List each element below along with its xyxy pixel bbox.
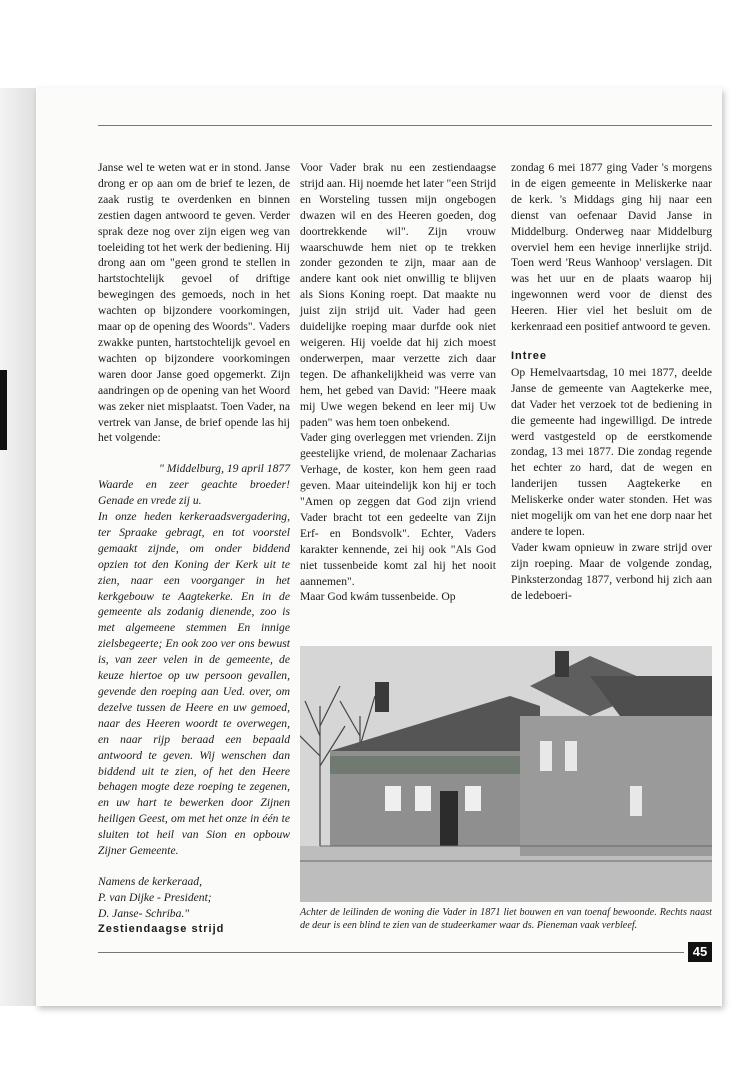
letter-signoff-3: D. Janse- Schriba." [98, 906, 190, 920]
letter-signoff-2: P. van Dijke - President; [98, 890, 212, 904]
bottom-rule [98, 952, 684, 953]
photo-caption: Achter de leilinden de woning die Vader in 1871 liet bouwen en van toenaf bewoonde. Rechts naast de deur is een blind te zien van de studeerkamer waar ds. Pieneman vaak verbleef. [300, 907, 712, 931]
page-number: 45 [688, 942, 712, 962]
section-heading-zestiendaagse: Zestiendaagse strijd [98, 922, 225, 935]
letter-dateline: " Middelburg, 19 april 1877 [158, 462, 290, 476]
middle-paragraph-3: Maar God kwám tussenbeide. Op [300, 590, 456, 604]
left-column [98, 160, 290, 938]
left-intro-paragraph: Janse wel te weten wat er in stond. Janse drong er op aan om de brief te lezen, de zaak rustig te overdenken en binnen zestien dagen antwoord te geven. Verder sprak deze nog over zijn eigen weg van toeleiding tot het werk der bediening. Hij drong aan om "geen grond te stellen in hartstochtelijk gevoel of driftige bewegingen des gemoeds, noch in het wachten op bijzondere voorkomingen, maar op de opening des Woords". Vaders zwakke punten, hartstochtelijk gevoel en wachten op bijzondere voorkomingen waren door Janse goed opgemerkt. Zijn aandringen op de opening van het Woord was zeker niet misplaatst. Toen Vader, na vertrek van Janse, de brief opende las hij het volgende: [98, 161, 290, 445]
book-binding [0, 88, 36, 1006]
house-photo [300, 646, 712, 902]
middle-paragraph-1: Voor Vader brak nu een zestiendaagse strijd aan. Hij noemde het later "een Strijd en Worsteling tussen mijn ongebogen dwazen wil en des Heeren goeden, dog doortrekkende wil". Zijn vrouw waarschuwde hem niet op te trekken zonder gezonden te zijn, maar aan de andere kant ook niet onwillig te blijven als Sions Koning roept. Dat maakte nu juist zijn strijd uit. Vader had geen duidelijke roeping maar durfde ook niet weigeren. Hij voelde dat hij zich moest onderwerpen, maar verzette zich daar tegen. De afhankelijkheid was verre van hem, het gebed van David: "Heere maak mij Uwe wegen bekend en leer mij Uw paden" was hem toen onbekend. [300, 161, 496, 429]
letter-salutation: Waarde en zeer geachte broeder! Genade en vrede zij u. [98, 478, 290, 508]
right-paragraph-1: zondag 6 mei 1877 ging Vader 's morgens in de eigen gemeente in Meliskerke naar de kerk. 's Middags ging hij naar een dienst van oefenaar David Janse in Middelburg. Onderweg naar Middelburg overviel hem een hevige innerlijke strijd. Toen werd 'Reus Wanhoop' verslagen. Dit was het uur en de plaats waarop hij ingewonnen werd voor de dienst des Heeren. Hier viel het besluit om de kerkenraad een positief antwoord te geven. [511, 161, 712, 334]
binding-marker [0, 370, 7, 450]
house-illustration [300, 646, 712, 902]
top-rule [98, 125, 712, 126]
middle-paragraph-2: Vader ging overleggen met vrienden. Zijn geestelijke vriend, de molenaar Zacharias Verhage, de koster, kon hem geen raad geven. Maar uiteindelijk kon hij er toch "Amen op zeggen dat God zijn vriend Vader bracht tot een gedeelte van Zijn Erf- en Bondsvolk". Echter, Vaders karakter kennende, zei hij ook "Als God niet tussenbeide komt zal hij het nooit aannemen". [300, 431, 496, 588]
right-paragraph-3: Vader kwam opnieuw in zware strijd over zijn roeping. Maar de volgende zondag, Pinksterzondag 1877, verbond hij zich aan de ledeboeri- [511, 540, 712, 602]
letter-body: In onze heden kerkeraadsvergadering, ter Spraake gebragt, en tot voorstel gemaakt zijnde, om onder biddend opzien tot den Koning der Kerk uit te zien, naar een voorganger in het kerkgebouw te Aagtekerke. En in de gemeente als zodanig dienende, zoo is met algemeene stemmen En innige zielsbegeerte; En ook zoo ver ons bewust is, van zeer velen in de gemeente, de keuze hiertoe op uw persoon gevallen, gevende den roeping aan Ued. over, om dezelve tussen de Heere en uw gemoed, naar des Heeren woordt te overwegen, en naar rijp beraad een bepaald antwoord te geven. Wij wenschen dan biddend uit te zien, of het den Heere behagen mogte deze roeping te zegenen, en uw hart te bewerken door Zijnen heiligen Geest, om met het onze in één te sluiten tot heil van Sion en opbouw Zijner Gemeente. [98, 510, 290, 858]
middle-column [300, 160, 496, 605]
right-paragraph-2: Op Hemelvaartsdag, 10 mei 1877, deelde Janse de gemeente van Aagtekerke mee, dat Vader het verzoek tot de bediening in die gemeente had ingewilligd. De intrede werd vastgesteld op de eerstkomende zondag, 13 mei 1877. Die zondag regende het echter zo hard, dat de wegen en landerijen tussen Aagtekerke en Meliskerke onder water stonden. Het was niet mogelijk om van het ene dorp naar het andere te lopen. [511, 365, 712, 538]
right-column [511, 160, 712, 603]
section-heading-intree: Intree [511, 349, 547, 362]
letter-signoff-1: Namens de kerkeraad, [98, 874, 202, 888]
